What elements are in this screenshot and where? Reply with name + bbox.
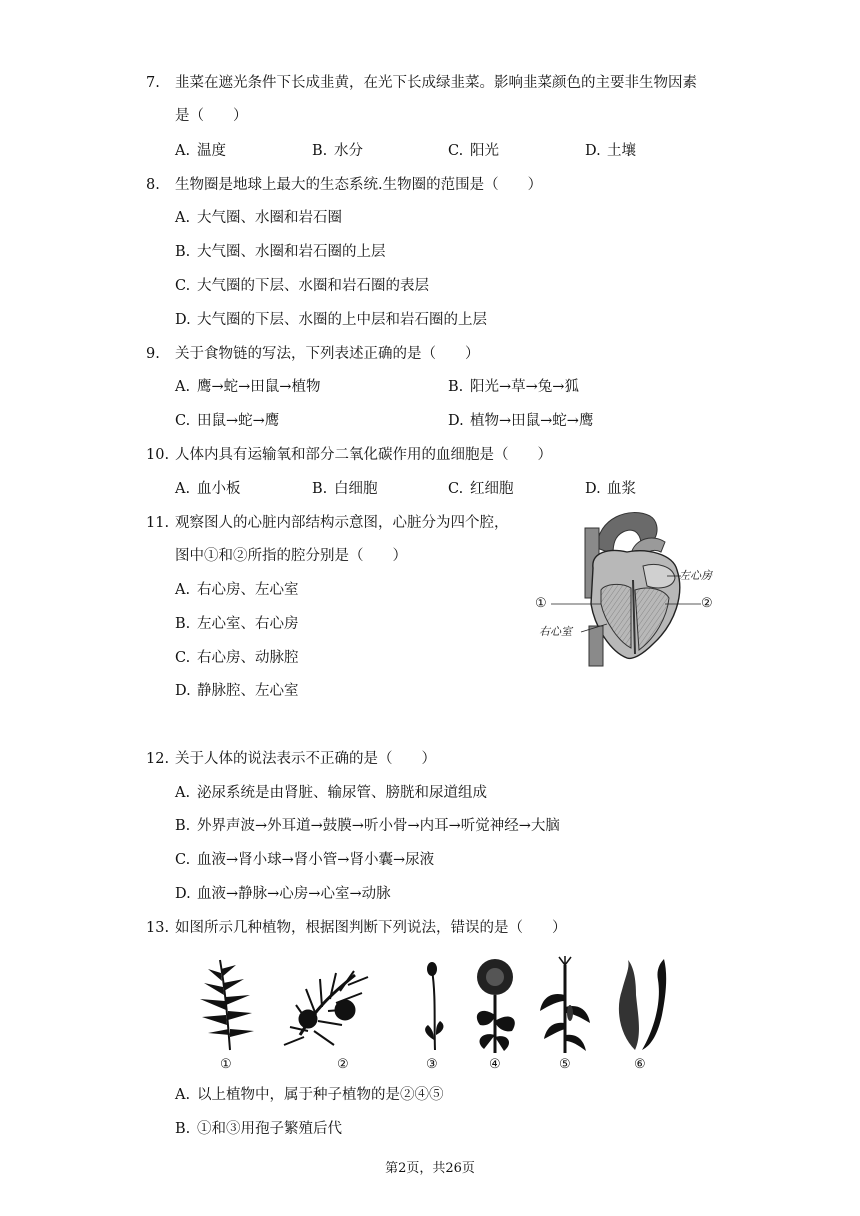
q9-option-b: B. 阳光→草→兔→狐 [448,379,579,395]
q7-option-d: D. 土壤 [585,143,636,159]
plant-label-5: ⑤ [559,1057,571,1072]
q12-number: 12. [146,751,170,767]
plant-label-3: ③ [426,1057,438,1072]
q12-stem: 关于人体的说法表示不正确的是（ ） [175,751,436,767]
fern-icon [200,960,254,1050]
q8-stem: 生物圈是地球上最大的生态系统.生物圈的范围是（ ） [175,177,543,193]
corn-icon [540,956,590,1053]
plants-illustration [190,955,680,1055]
q9-number: 9. [146,346,160,362]
q13-option-a: A. 以上植物中，属于种子植物的是②④⑤ [175,1087,444,1103]
plant-label-1: ① [220,1057,232,1072]
q7-option-c: C. 阳光 [448,143,499,159]
q11-option-a: A. 右心房、左心室 [175,582,299,598]
moss-icon [425,962,443,1050]
q8-number: 8. [146,177,160,193]
sunflower-icon [477,959,515,1053]
q8-option-c: C. 大气圈的下层、水圈和岩石圈的表层 [175,278,429,294]
plant-label-6: ⑥ [634,1057,646,1072]
q11-option-d: D. 静脉腔、左心室 [175,683,299,699]
q9-option-d: D. 植物→田鼠→蛇→鹰 [448,413,594,429]
q12-option-c: C. 血液→肾小球→肾小管→肾小囊→尿液 [175,852,435,868]
q7-stem-cont: 是（ ） [175,108,248,124]
heart-diagram [535,508,720,668]
kelp-icon [619,959,666,1050]
q8-option-a: A. 大气圈、水圈和岩石圈 [175,210,342,226]
q10-number: 10. [146,447,170,463]
q13-number: 13. [146,920,170,936]
page-footer: 第2页，共26页 [385,1161,475,1176]
q8-option-b: B. 大气圈、水圈和岩石圈的上层 [175,244,386,260]
q11-stem: 观察图人的心脏内部结构示意图，心脏分为四个腔， [175,515,509,531]
q7-option-a: A. 温度 [175,143,226,159]
q7-number: 7. [146,75,160,91]
q10-option-d: D. 血浆 [585,481,636,497]
q8-option-d: D. 大气圈的下层、水圈的上中层和岩石圈的上层 [175,312,487,328]
q7-stem: 韭菜在遮光条件下长成韭黄，在光下长成绿韭菜。影响韭菜颜色的主要非生物因素 [175,75,697,91]
plant-label-2: ② [337,1057,349,1072]
label-left-atrium: 左心房 [679,569,712,582]
q13-stem: 如图所示几种植物，根据图判断下列说法，错误的是（ ） [175,920,567,936]
q12-option-b: B. 外界声波→外耳道→鼓膜→听小骨→内耳→听觉神经→大脑 [175,818,560,834]
heart-marker-2: ② [701,596,713,611]
q9-stem: 关于食物链的写法，下列表述正确的是（ ） [175,346,480,362]
q10-stem: 人体内具有运输氧和部分二氧化碳作用的血细胞是（ ） [175,447,552,463]
q9-option-a: A. 鹰→蛇→田鼠→植物 [175,379,321,395]
q11-stem-cont: 图中①和②所指的腔分别是（ ） [175,548,407,564]
q7-option-b: B. 水分 [312,143,363,159]
label-right-ventricle: 右心室 [539,625,572,638]
q10-option-b: B. 白细胞 [312,481,378,497]
pine-icon [284,971,368,1045]
q12-option-d: D. 血液→静脉→心房→心室→动脉 [175,886,391,902]
q9-option-c: C. 田鼠→蛇→鹰 [175,413,280,429]
q11-number: 11. [146,515,170,531]
q10-option-c: C. 红细胞 [448,481,514,497]
q12-option-a: A. 泌尿系统是由肾脏、输尿管、膀胱和尿道组成 [175,785,487,801]
q11-option-c: C. 右心房、动脉腔 [175,650,299,666]
heart-illustration [535,508,720,668]
plant-label-4: ④ [489,1057,501,1072]
heart-marker-1: ① [535,596,547,611]
q10-option-a: A. 血小板 [175,481,241,497]
q11-option-b: B. 左心室、右心房 [175,616,299,632]
q13-option-b: B. ①和③用孢子繁殖后代 [175,1121,342,1137]
plants-figure [190,955,680,1075]
